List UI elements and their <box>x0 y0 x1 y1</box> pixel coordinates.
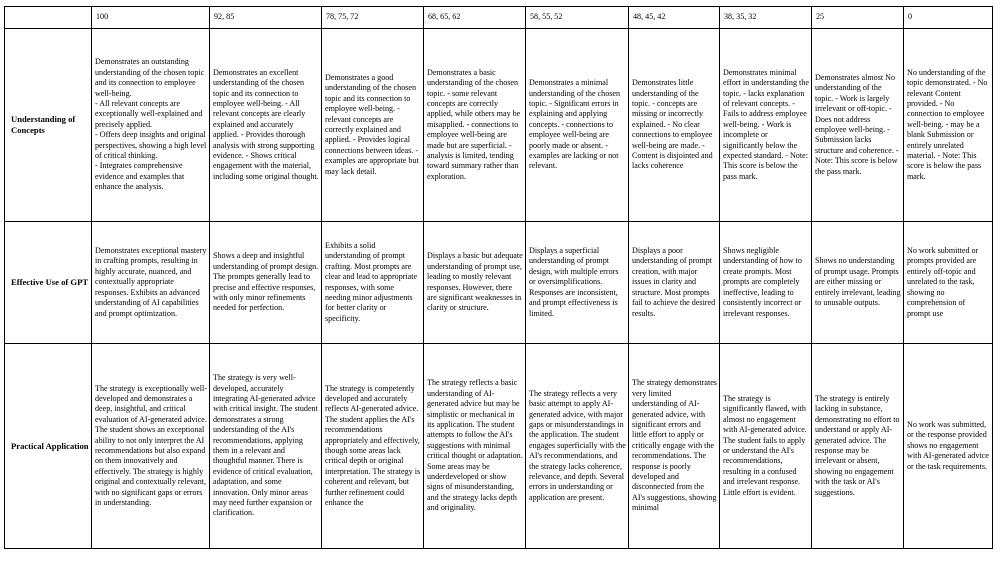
rubric-row-understanding <box>5 29 993 222</box>
rubric-cell-text: The strategy is significantly flawed, with almost no engagement with AI-generated advice. The student fails to apply or understand the AI's recommendations, resulting in a confused and irrelevant response. Little effort is evident. <box>723 393 807 497</box>
rubric-cell <box>92 344 210 549</box>
criterion-label: Understanding of Concepts <box>5 29 92 222</box>
rubric-cell-text: Demonstrates an outstanding understanding of the chosen topic and its connection to employee well-being. - All relevant concepts are exceptionally well-explained and precisely applied. - Offers deep insights and original perspectives, showing a high level of critical thinking. - Integrates comprehensive evidence and examples that enhance the analysis. <box>95 57 207 192</box>
rubric-cell <box>210 29 322 222</box>
rubric-cell-text: The strategy is exceptionally well-developed and demonstrates a deep, insightful, and critical evaluation of AI-generated advice. The student shows an exceptional ability to not only interpret the AI recommendations but also expand on them innovatively and effectively. The strategy is highly original and contextually relevant, with no significant gaps or errors in understanding. <box>95 383 207 508</box>
rubric-cell-text: No understanding of the topic demonstrated. - No relevant Content provided. - No connection to employee well-being. - may be a blank Submission or entirely unrelated material. - Note: This score is below the pass mark. <box>907 67 988 181</box>
rubric-cell-text: Demonstrates an excellent understanding of the chosen topic and its connection to employee well-being. - All relevant concepts are clearly explained and accurately applied. - Provides thorough analysis with strong supporting evidence. - Shows critical engagement with the material, including some original thought. <box>213 67 319 181</box>
rubric-cell <box>424 222 526 344</box>
score-header: 68, 65, 62 <box>424 7 526 29</box>
score-header: 58, 55, 52 <box>526 7 629 29</box>
rubric-cell <box>322 29 424 222</box>
rubric-cell <box>424 344 526 549</box>
rubric-cell-text: Demonstrates little understanding of the topic. - concepts are missing or incorrectly explained. - No clear connections to employee well-being are made. - Content is disjointed and lacks coherence <box>632 78 713 171</box>
rubric-cell-text: Demonstrates a good understanding of the chosen topic and its connection to employee well-being. - relevant concepts are correctly explained and applied. - Provides logical connections between ideas. - examples are appropriate but may lack detail. <box>325 72 419 176</box>
rubric-cell <box>322 344 424 549</box>
rubric-cell-text: Exhibits a solid understanding of prompt crafting. Most prompts are clear and lead to appropriate responses, with some needing minor adjustments for better clarity or specificity. <box>325 240 418 323</box>
rubric-cell-text: Displays a poor understanding of prompt creation, with major issues in clarity and structure. Most prompts fail to achieve the desired results. <box>632 246 716 318</box>
rubric-cell <box>720 344 812 549</box>
rubric-cell <box>904 222 993 344</box>
rubric-cell-text: The strategy reflects a very basic attempt to apply AI-generated advice, with major gaps or misunderstandings in the application. The student engages superficially with the AI's recommendations, and the strategy lacks coherence, relevance, and depth. Several errors in understanding or application are present. <box>529 388 626 502</box>
header-corner <box>5 7 92 29</box>
rubric-cell <box>210 222 322 344</box>
rubric-cell <box>210 344 322 549</box>
rubric-cell <box>720 222 812 344</box>
rubric-cell-text: The strategy is very well-developed, accurately integrating AI-generated advice with critical insight. The student demonstrates a strong understanding of the AI's recommendations, applying them in a relevant and thoughtful manner. There is evidence of critical evaluation, adaptation, and some innovation. Only minor areas may need further expansion or clarification. <box>213 373 318 518</box>
score-header: 92, 85 <box>210 7 322 29</box>
score-header: 100 <box>92 7 210 29</box>
rubric-cell <box>629 222 720 344</box>
score-header: 38, 35, 32 <box>720 7 812 29</box>
rubric-cell-text: Demonstrates exceptional mastery in crafting prompts, resulting in highly accurate, nuanced, and contextually appropriate responses. Exhibits an advanced understanding of AI capabilities and prompt optimization. <box>95 246 207 318</box>
rubric-cell-text: Shows negligible understanding of how to create prompts. Most prompts are completely ineffective, leading to consistently incorrect or irrelevant responses. <box>723 246 802 318</box>
rubric-cell <box>92 222 210 344</box>
rubric-cell-text: No work submitted or prompts provided are entirely off-topic and unrelated to the task, showing no comprehension of prompt use <box>907 246 979 318</box>
rubric-cell-text: Demonstrates minimal effort in understanding the topic. - lacks explanation of relevant concepts. - Fails to address employee well-being. - Work is incomplete or significantly below the expected standard. - Note: This score is below the pass mark. <box>723 67 809 181</box>
rubric-cell-text: No work was submitted, or the response provided shows no engagement with AI-generated advice or the task requirements. <box>907 419 989 471</box>
rubric-cell <box>424 29 526 222</box>
rubric-cell-text: Demonstrates a basic understanding of the chosen topic. - some relevant concepts are correctly applied, while others may be misapplied. - connections to employee well-being are made but are superficial. - analysis is limited, tending toward summary rather than exploration. <box>427 67 521 181</box>
rubric-cell <box>526 344 629 549</box>
rubric-cell <box>629 29 720 222</box>
rubric-cell <box>526 29 629 222</box>
rubric-cell <box>92 29 210 222</box>
rubric-cell-text: The strategy is entirely lacking in substance, demonstrating no effort to understand or apply AI-generated advice. The response may be irrelevant or absent, showing no engagement with the task or AI's suggestions. <box>815 393 900 497</box>
rubric-cell <box>904 344 993 549</box>
rubric-cell <box>904 29 993 222</box>
score-header: 48, 45, 42 <box>629 7 720 29</box>
rubric-cell-text: The strategy reflects a basic understanding of AI-generated advice but may be simplistic or mechanical in its application. The student attempts to follow the AI's suggestions with minimal critical thought or adaptation. Some areas may be underdeveloped or show signs of misunderstanding, and the strategy lacks depth and originality. <box>427 378 523 513</box>
score-header: 25 <box>812 7 904 29</box>
criterion-label: Effective Use of GPT <box>5 222 92 344</box>
rubric-cell <box>720 29 812 222</box>
rubric-cell-text: Demonstrates a minimal understanding of the chosen topic. - Significant errors in explaining and applying concepts. - connections to employee well-being are poorly made or absent. - examples are lacking or not relevant. <box>529 78 621 171</box>
score-header-row <box>5 7 993 29</box>
score-header: 78, 75, 72 <box>322 7 424 29</box>
rubric-cell <box>812 222 904 344</box>
rubric-cell-text: Shows a deep and insightful understanding of prompt design. The prompts generally lead to precise and effective responses, with only minor refinements needed for perfection. <box>213 251 319 313</box>
rubric-container <box>4 6 993 549</box>
rubric-cell <box>812 344 904 549</box>
rubric-table <box>4 6 993 549</box>
criterion-label: Practical Application <box>5 344 92 549</box>
rubric-cell-text: Shows no understanding of prompt usage. Prompts are either missing or entirely irrelevant, leading to unusable outputs. <box>815 256 901 308</box>
rubric-cell <box>629 344 720 549</box>
rubric-cell-text: Displays a superficial understanding of prompt design, with multiple errors or oversimplifications. Responses are inconsistent, and prompt effectiveness is limited. <box>529 246 619 318</box>
rubric-cell <box>322 222 424 344</box>
rubric-cell-text: The strategy is competently developed and accurately reflects AI-generated advice. The student applies the AI's recommendations appropriately and effectively, though some areas lack critical depth or original interpretation. The strategy is coherent and relevant, but further refinement could enhance the <box>325 383 421 508</box>
rubric-cell <box>526 222 629 344</box>
score-header: 0 <box>904 7 993 29</box>
rubric-cell <box>812 29 904 222</box>
rubric-cell-text: Demonstrates almost No understanding of the topic. - Work is largely irrelevant or off-topic. - Does not address employee well-being. - Submission lacks structure and coherence. - Note: This score is below the pass mark. <box>815 72 899 176</box>
rubric-row-practical <box>5 344 993 549</box>
rubric-cell-text: Displays a basic but adequate understanding of prompt use, leading to mostly relevant responses. However, there are significant weaknesses in clarity or structure. <box>427 251 523 313</box>
rubric-cell-text: The strategy demonstrates very limited understanding of AI-generated advice, with significant errors and little effort to apply or critically engage with the recommendations. The response is poorly developed and disconnected from the AI's suggestions, showing minimal <box>632 378 717 513</box>
rubric-row-gpt <box>5 222 993 344</box>
